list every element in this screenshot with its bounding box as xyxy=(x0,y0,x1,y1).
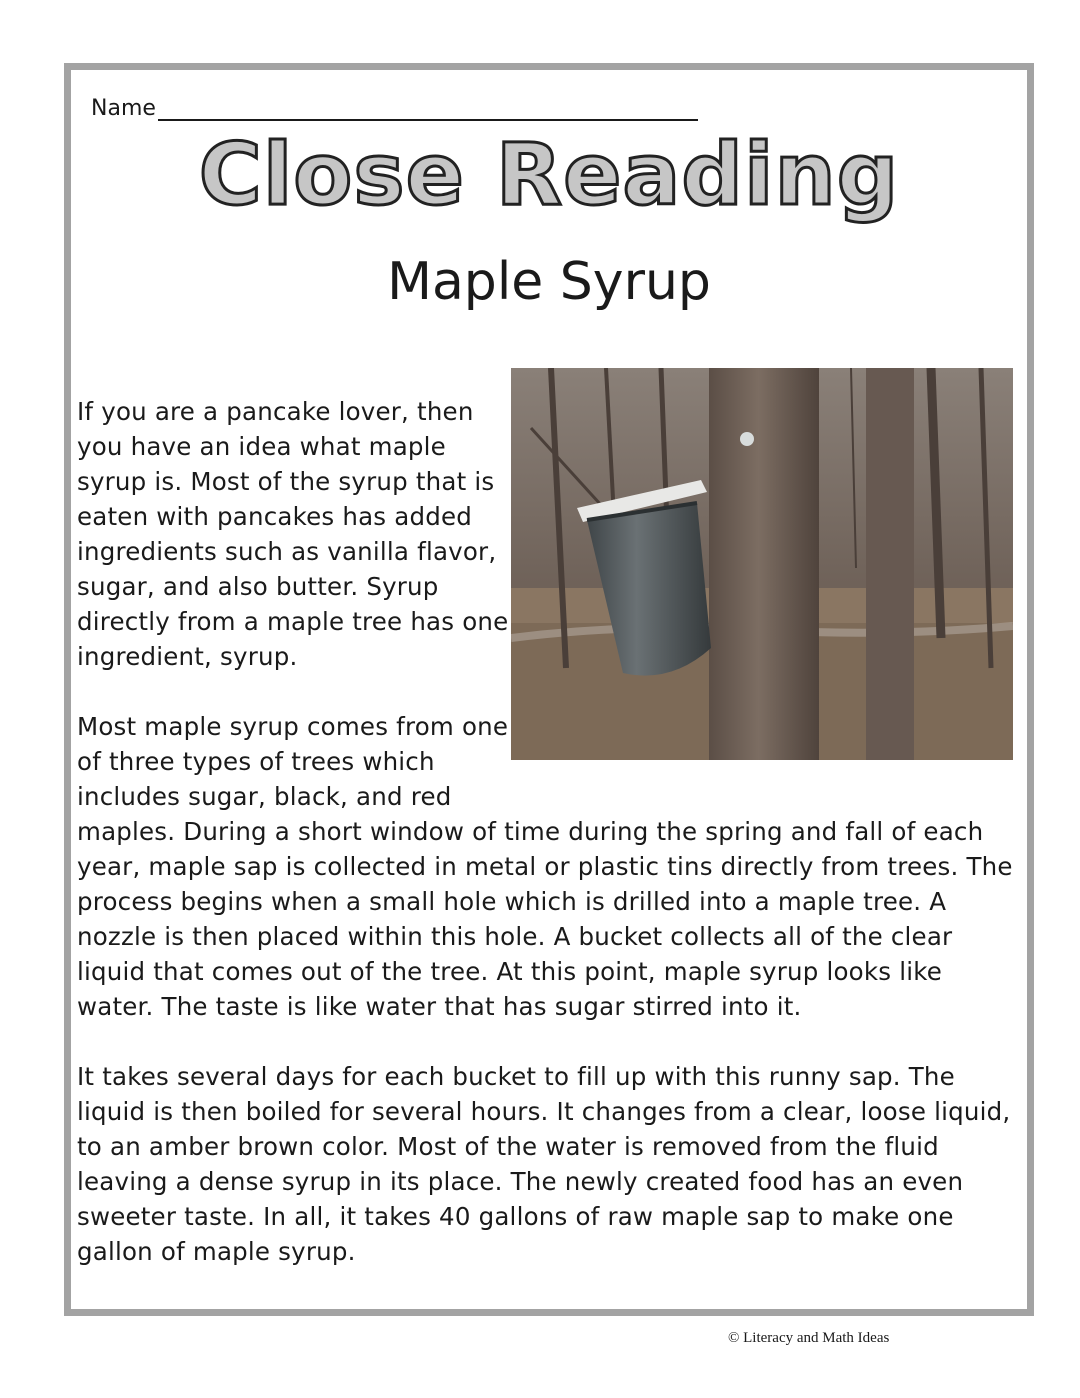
page-title: Close Reading xyxy=(198,125,900,225)
worksheet-frame xyxy=(64,63,1034,1316)
name-blank-line[interactable] xyxy=(158,97,698,121)
paragraph-1: If you are a pancake lover, then you have an idea what maple syrup is. Most of the syrup that is eaten with pancakes has added ingredients such as vanilla flavor, sugar, and also butter. Syrup directly from a maple tree has one ingredient, syrup. xyxy=(77,397,509,671)
copyright-notice: © Literacy and Math Ideas xyxy=(728,1330,890,1346)
photo-spacer xyxy=(517,394,1022,799)
paragraph-2: Most maple syrup comes from one of three types of trees which includes sugar, black, and red maples. During a short window of time during the spring and fall of each year, maple sap is collected in metal or plastic tins directly from trees. The process begins when a small hole which is drilled into a maple tree. A nozzle is then placed within this hole. A bucket collects all of the clear liquid that comes out of the tree. At this point, maple syrup looks like water. The taste is like water that has sugar stirred into it. xyxy=(77,712,1013,1021)
name-label: Name xyxy=(91,96,156,121)
name-field-row xyxy=(91,96,698,121)
reading-passage xyxy=(77,394,1022,1304)
page-subtitle: Maple Syrup xyxy=(387,252,711,312)
paragraph-3: It takes several days for each bucket to fill up with this runny sap. The liquid is then boiled for several hours. It changes from a clear, loose liquid, to an amber brown color. Most of the water is removed from the fluid leaving a dense syrup in its place. The newly created food has an even sweeter taste. In all, it takes 40 gallons of raw maple sap to make one gallon of maple syrup. xyxy=(77,1062,1011,1266)
